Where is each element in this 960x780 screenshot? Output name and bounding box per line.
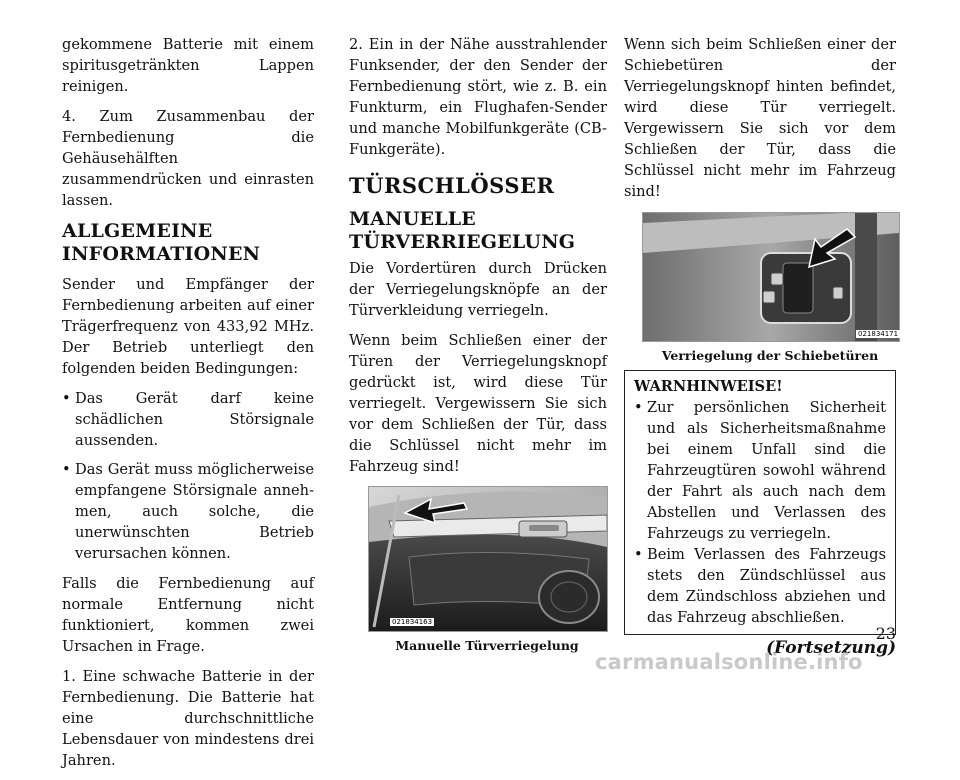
figure-caption: Verriegelung der Schiebetüren [661,348,879,363]
column-1 [62,34,314,780]
bullet-icon: • [62,390,71,407]
warning-title: WARNHINWEISE! [634,378,783,395]
watermark: carmanualsonline.info [595,650,863,674]
paragraph-failure: Falls die Fernbedienung auf normale Entfernung nicht funktioniert, kommen zwei Ursachen in Frage. [62,575,314,655]
door-panel-illustration [368,486,608,632]
sliding-door-illustration [642,212,900,342]
bullet-icon: • [634,546,643,563]
paragraph-intro: gekommene Batterie mit einem spiritusgetränkten Lappen reinigen. [62,36,314,95]
paragraph-step-2: 2. Ein in der Nähe ausstrahlender Funksender, der den Sender der Fernbedienung stört, wie z. B. ein Funkturm, ein Flughafen-Sender und manche Mobilfunkgeräte (CB-Funkgeräte). [349,36,607,158]
paragraph-transmitter: Sender und Empfänger der Fernbedienung arbeiten auf einer Trägerfrequenz von 433,92 MHz. Der Betrieb unterliegt den folgenden beiden Bedingungen: [62,276,314,377]
figure-code: 021834163 [392,618,433,626]
warning-list [634,397,886,628]
figure-code: 021834171 [858,330,899,338]
bullet-icon: • [62,461,71,478]
figure-caption: Manuelle Türverriegelung [395,638,579,653]
page-number: 23 [875,624,896,643]
paragraph-battery: 1. Eine schwache Batterie in der Fernbedienung. Die Batterie hat eine durchschnittliche Lebensdauer von mindestens drei Jahren. [62,668,314,769]
column-3 [624,34,899,659]
figure-manual-door-lock [368,486,606,654]
list-item: • Beim Verlassen des Fahrzeugs stets den Zündschlüssel aus dem Zündschloss abziehen und das Fahrzeug abschließen. [634,546,886,626]
paragraph-step-4: 4. Zum Zusammenbau der Fernbedienung die Gehäusehälften zusammendrücken und einrasten lassen. [62,108,314,209]
bullet-icon: • [634,399,643,416]
warning-box [624,370,896,635]
heading-manual-door-locking: MANUELLE TÜRVERRIEGELUNG [349,208,576,253]
heading-door-locks: TÜRSCHLÖSSER [349,173,555,198]
paragraph-front-doors: Die Vordertüren durch Drücken der Verriegelungsknöpfe an der Türverkleidung verriegeln. [349,260,607,319]
continued-label: (Fortsetzung) [766,638,896,658]
figure-sliding-door-lock [642,212,898,364]
column-2 [349,34,607,654]
heading-general-information: ALLGEMEINE INFORMATIONEN [62,220,261,265]
paragraph-lock-warning: Wenn beim Schließen einer der Türen der Verriegelungsknopf gedrückt ist, wird diese Tür verriegelt. Vergewissern Sie sich vor dem Schließen der Tür, dass die Schlüssel nicht mehr im Fahrzeug sind! [349,332,607,475]
conditions-list [62,388,314,564]
paragraph-sliding-doors: Wenn sich beim Schließen einer der Schiebetüren der Verriegelungsknopf hinten befindet, wird diese Tür verriegelt. Vergewissern Sie sich vor dem Schließen der Tür, dass die Schlüssel nicht mehr im Fahrzeug sind! [624,36,896,200]
list-item: • Das Gerät darf keine schädlichen Störsignale aussenden. [62,390,314,449]
list-item: • Das Gerät muss möglicherweise empfangene Störsignale annehmen, auch solche, die unerwünschten Betrieb verursachen können. [62,461,314,562]
list-item: • Zur persönlichen Sicherheit und als Sicherheitsmaßnahme bei einem Unfall sind die Fahrzeugtüren sowohl während der Fahrt als auch nach dem Abstellen und Verlassen des Fahrzeugs zu verriegeln. [634,399,886,542]
